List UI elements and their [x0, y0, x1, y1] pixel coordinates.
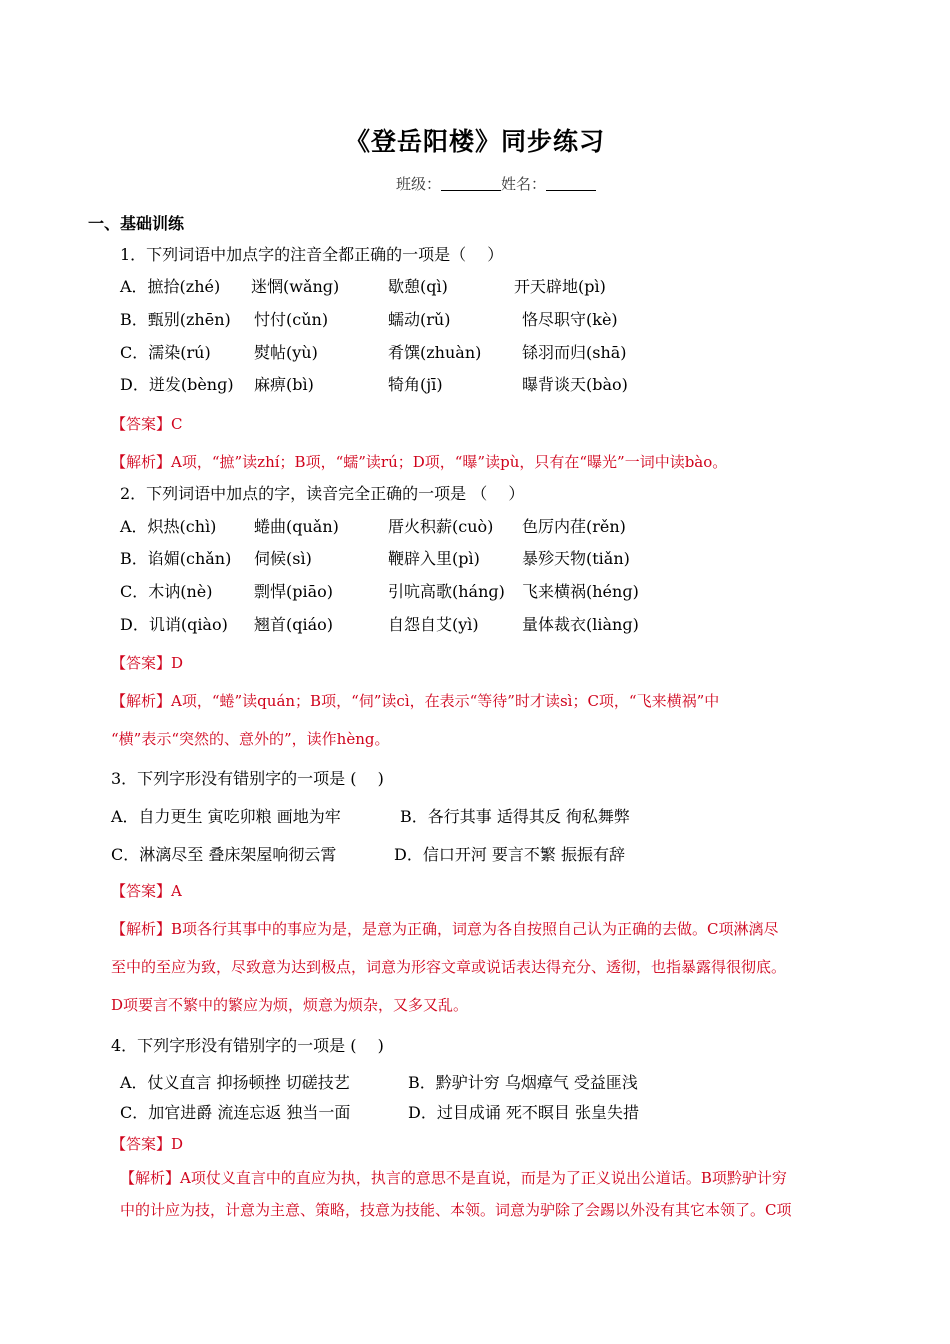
- q4-answer: [111, 1133, 183, 1154]
- q2-option-d-3: 自怨自艾(yì): [388, 615, 479, 634]
- q2-option-b-4: 暴殄天物(tiǎn): [522, 549, 630, 568]
- q4-option-a: A．仗义直言 抑扬顿挫 切磋技艺: [120, 1073, 350, 1092]
- q2-explanation-cont: “横”表示“突然的、意外的”，读作hèng。: [111, 730, 390, 748]
- class-label: 班级：: [396, 175, 442, 193]
- answer-value: A: [171, 882, 182, 900]
- q1-option-a-3: 歇憩(qì): [388, 277, 448, 296]
- q3-answer: [111, 880, 182, 901]
- explanation-text: A项仗义直言中的直应为执，执言的意思不是直说，而是为了正义说出公道话。B项黔驴计穷: [180, 1169, 787, 1187]
- answer-value: D: [171, 1135, 184, 1153]
- q1-option-c-4: 铩羽而归(shā): [522, 343, 627, 362]
- answer-value: D: [171, 654, 184, 672]
- q4-explanation-cont: 中的计应为技，计意为主意、策略，技意为技能、本领。词意为驴除了会踢以外没有其它本领了。C项: [120, 1201, 792, 1219]
- q3-option-d: D．信口开河 要言不繁 振振有辞: [394, 845, 626, 864]
- q1-option-b-4: 恪尽职守(kè): [522, 310, 618, 329]
- question-4-stem: 4．下列字形没有错别字的一项是 ( ): [111, 1036, 384, 1055]
- q1-option-b-1: B．甄别(zhēn): [120, 310, 231, 329]
- explanation-text: A项，“蜷”读quán；B项，“伺”读cì，在表示“等待”时才读sì；C项，“飞来横祸”中: [171, 692, 720, 710]
- q3-explanation-cont-2: D项要言不繁中的繁应为烦，烦意为烦杂，又多又乱。: [111, 996, 469, 1014]
- q4-option-b: B．黔驴计穷 乌烟瘴气 受益匪浅: [408, 1073, 638, 1092]
- q2-option-c-4: 飞来横祸(hénɡ): [522, 582, 639, 601]
- name-label: 姓名：: [501, 175, 547, 193]
- q1-option-b-3: 蠕动(rǔ): [388, 310, 451, 329]
- q2-option-b-2: 伺候(sì): [254, 549, 312, 568]
- q2-option-c-3: 引吭高歌(hánɡ): [388, 582, 505, 601]
- explanation-tag: 【解析】: [120, 1169, 181, 1187]
- explanation-tag: 【解析】: [111, 453, 172, 471]
- q4-option-c: C．加官进爵 流连忘返 独当一面: [120, 1103, 351, 1122]
- name-blank[interactable]: [546, 176, 596, 191]
- q2-option-d-2: 翘首(qiáo): [254, 615, 334, 634]
- q2-option-c-2: 剽悍(piāo): [254, 582, 334, 601]
- q3-explanation: [111, 918, 779, 939]
- q2-option-a-1: A．炽热(chì): [120, 517, 217, 536]
- q2-option-d-1: D．讥诮(qiào): [120, 615, 228, 634]
- q2-option-a-3: 厝火积薪(cuò): [388, 517, 494, 536]
- q3-option-c: C．淋漓尽至 叠床架屋响彻云霄: [111, 845, 337, 864]
- q2-option-a-2: 蜷曲(quǎn): [254, 517, 339, 536]
- q1-answer: [111, 413, 183, 434]
- class-name-line: [396, 173, 596, 194]
- q1-explanation: [111, 451, 727, 472]
- q2-explanation: [111, 690, 719, 711]
- q1-option-a-2: 迷惘(wǎnɡ): [251, 277, 340, 296]
- question-1-stem: 1．下列词语中加点字的注音全都正确的一项是（ ）: [120, 245, 504, 264]
- q2-option-d-4: 量体裁衣(liànɡ): [522, 615, 639, 634]
- q2-option-a-4: 色厉内荏(rěn): [522, 517, 626, 536]
- q2-option-c-1: C．木讷(nè): [120, 582, 213, 601]
- q2-option-b-3: 鞭辟入里(pì): [388, 549, 480, 568]
- explanation-text: B项各行其事中的事应为是，是意为正确，词意为各自按照自己认为正确的去做。C项淋漓尽: [171, 920, 779, 938]
- question-2-stem: 2．下列词语中加点的字，读音完全正确的一项是 （ ）: [120, 484, 525, 503]
- q1-option-d-2: 麻痹(bì): [254, 375, 314, 394]
- answer-tag: 【答案】: [111, 654, 172, 672]
- explanation-text: A项，“摭”读zhí；B项，“蠕”读rú；D项，“曝”读pù，只有在“曝光”一词中读bào。: [171, 453, 728, 471]
- q1-option-c-2: 熨帖(yù): [254, 343, 318, 362]
- explanation-tag: 【解析】: [111, 692, 172, 710]
- q1-option-d-4: 曝背谈天(bào): [522, 375, 628, 394]
- answer-tag: 【答案】: [111, 1135, 172, 1153]
- answer-tag: 【答案】: [111, 882, 172, 900]
- q3-option-b: B．各行其事 适得其反 徇私舞弊: [400, 807, 630, 826]
- q1-option-a-4: 开天辟地(pì): [514, 277, 606, 296]
- page-title: 《登岳阳楼》同步练习: [344, 127, 605, 156]
- answer-tag: 【答案】: [111, 415, 172, 433]
- question-3-stem: 3．下列字形没有错别字的一项是 ( ): [111, 769, 384, 788]
- class-blank[interactable]: [441, 176, 501, 191]
- q4-option-d: D．过目成诵 死不瞑目 张皇失措: [408, 1103, 640, 1122]
- answer-value: C: [171, 415, 183, 433]
- q3-explanation-cont-1: 至中的至应为致，尽致意为达到极点，词意为形容文章或说话表达得充分、透彻，也指暴露得很彻底。: [111, 958, 787, 976]
- q2-option-b-1: B．谄媚(chǎn): [120, 549, 232, 568]
- q1-option-c-3: 肴馔(zhuàn): [388, 343, 482, 362]
- q1-option-d-3: 犄角(jī): [388, 375, 443, 394]
- section-heading: 一、基础训练: [88, 214, 185, 233]
- explanation-tag: 【解析】: [111, 920, 172, 938]
- q1-option-c-1: C．濡染(rú): [120, 343, 211, 362]
- q1-option-d-1: D．迸发(bènɡ): [120, 375, 234, 394]
- q2-answer: [111, 652, 183, 673]
- q1-option-a-1: A．摭拾(zhé): [120, 277, 221, 296]
- q3-option-a: A．自力更生 寅吃卯粮 画地为牢: [111, 807, 341, 826]
- q1-option-b-2: 忖付(cǔn): [254, 310, 329, 329]
- q4-explanation: [120, 1167, 787, 1188]
